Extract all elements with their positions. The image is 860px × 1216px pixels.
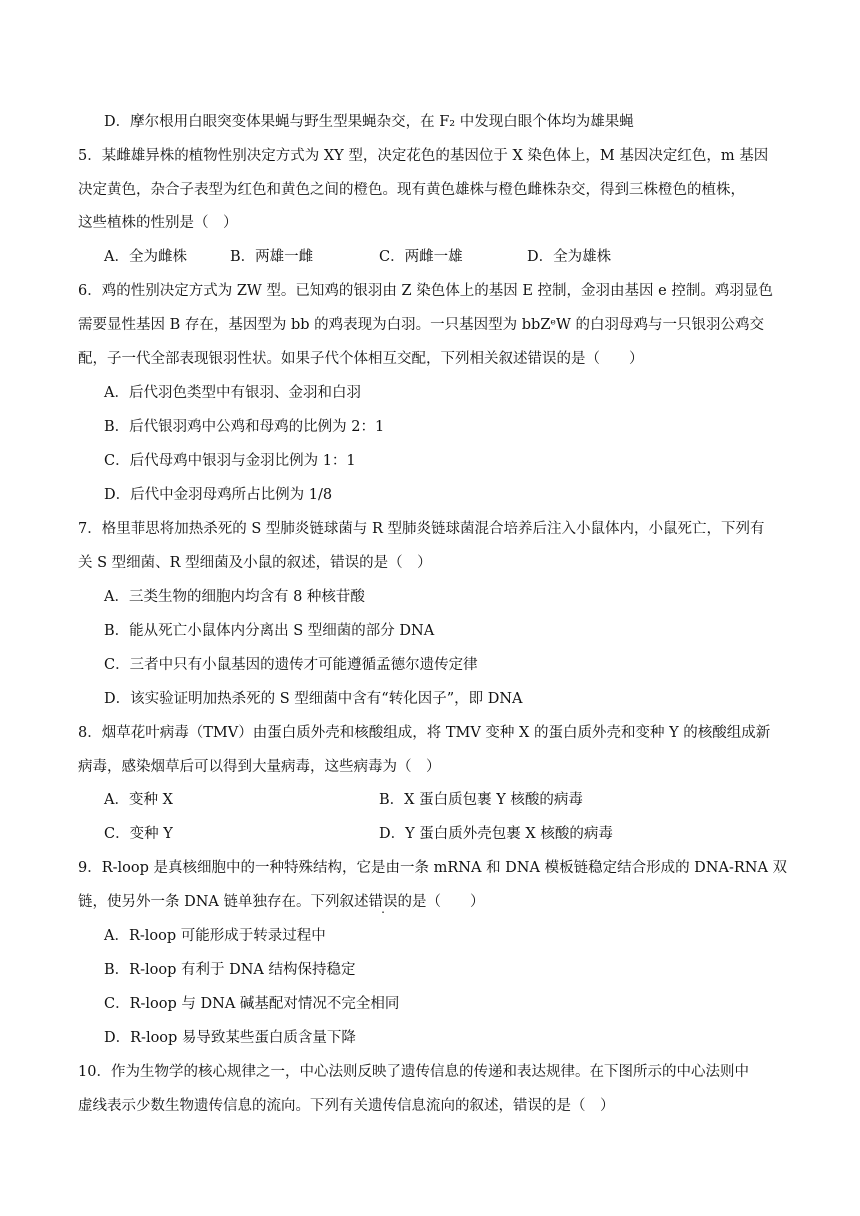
q9-stem-line-1: 9．R-loop 是真核细胞中的一种特殊结构，它是由一条 mRNA 和 DNA 模板链稳定结合形成的 DNA-RNA 双 — [78, 860, 788, 876]
q6-option-d: D．后代中金羽母鸡所占比例为 1/8 — [104, 487, 333, 503]
q7-option-a: A．三类生物的细胞内均含有 8 种核苷酸 — [104, 589, 365, 605]
q9-stem-text: 链，使另外一条 DNA 链单独存在。下列叙述 — [78, 894, 369, 910]
q5-option-b: B．两雄一雌 — [230, 249, 314, 265]
q9-stem-line-2 — [78, 892, 860, 912]
q8-option-d: D．Y 蛋白质外壳包裹 X 核酸的病毒 — [379, 826, 613, 842]
q5-stem-line-3: 这些植株的性别是（ ） — [78, 215, 238, 231]
q9-option-c: C．R-loop 与 DNA 碱基配对情况不完全相同 — [104, 996, 400, 1012]
emphasis-word: 错误 — [368, 894, 398, 910]
q8-option-b: B．X 蛋白质包裹 Y 核酸的病毒 — [379, 792, 583, 808]
q6-option-c: C．后代母鸡中银羽与金羽比例为 1：1 — [104, 453, 356, 469]
q8-stem-line-1: 8．烟草花叶病毒（TMV）由蛋白质外壳和核酸组成，将 TMV 变种 X 的蛋白质外壳和变种 Y 的核酸组成新 — [78, 725, 771, 741]
q5-stem-line-2: 决定黄色，杂合子表型为红色和黄色之间的橙色。现有黄色雄株与橙色雌株杂交，得到三株橙色的植株， — [78, 182, 745, 198]
q5-stem-line-1: 5．某雌雄异株的植物性别决定方式为 XY 型，决定花色的基因位于 X 染色体上，M 基因决定红色，m 基因 — [78, 148, 769, 164]
q7-option-d: D．该实验证明加热杀死的 S 型细菌中含有“转化因子”，即 DNA — [104, 691, 523, 707]
q4-option-d: D．摩尔根用白眼突变体果蝇与野生型果蝇杂交，在 F₂ 中发现白眼个体均为雄果蝇 — [104, 114, 634, 130]
q8-option-c: C．变种 Y — [104, 826, 173, 842]
q6-stem-line-1: 6．鸡的性别决定方式为 ZW 型。已知鸡的银羽由 Z 染色体上的基因 E 控制，金羽由基因 e 控制。鸡羽显色 — [78, 283, 773, 299]
q5-option-c: C．两雌一雄 — [379, 249, 463, 265]
q6-stem-line-3: 配，子一代全部表现银羽性状。如果子代个体相互交配，下列相关叙述错误的是（ ） — [78, 351, 644, 367]
q7-option-b: B．能从死亡小鼠体内分离出 S 型细菌的部分 DNA — [104, 623, 435, 639]
q9-option-a: A．R-loop 可能形成于转录过程中 — [104, 928, 326, 944]
q10-stem-line-2: 虚线表示少数生物遗传信息的流向。下列有关遗传信息流向的叙述，错误的是（ ） — [78, 1098, 615, 1114]
q6-option-a: A．后代羽色类型中有银羽、金羽和白羽 — [104, 385, 361, 401]
q9-option-d: D．R-loop 易导致某些蛋白质含量下降 — [104, 1030, 356, 1046]
q9-stem-text-end: 的是（ ） — [397, 894, 485, 910]
q5-option-a: A．全为雌株 — [104, 249, 187, 265]
q9-option-b: B．R-loop 有利于 DNA 结构保持稳定 — [104, 962, 356, 978]
q7-option-c: C．三者中只有小鼠基因的遗传才可能遵循孟德尔遗传定律 — [104, 657, 478, 673]
q5-option-d: D．全为雄株 — [527, 249, 612, 265]
q7-stem-line-2: 关 S 型细菌、R 型细菌及小鼠的叙述，错误的是（ ） — [78, 555, 432, 571]
q10-stem-line-1: 10．作为生物学的核心规律之一，中心法则反映了遗传信息的传递和表达规律。在下图所示的中心法则中 — [78, 1064, 749, 1080]
q7-stem-line-1: 7．格里菲思将加热杀死的 S 型肺炎链球菌与 R 型肺炎链球菌混合培养后注入小鼠体内，小鼠死亡，下列有 — [78, 521, 765, 537]
q8-stem-line-2: 病毒，感染烟草后可以得到大量病毒，这些病毒为（ ） — [78, 759, 441, 775]
q8-option-a: A．变种 X — [104, 792, 173, 808]
q6-stem-line-2: 需要显性基因 B 存在，基因型为 bb 的鸡表现为白羽。一只基因型为 bbZᵉW 的白羽母鸡与一只银羽公鸡交 — [78, 317, 765, 333]
q6-option-b: B．后代银羽鸡中公鸡和母鸡的比例为 2：1 — [104, 419, 385, 435]
